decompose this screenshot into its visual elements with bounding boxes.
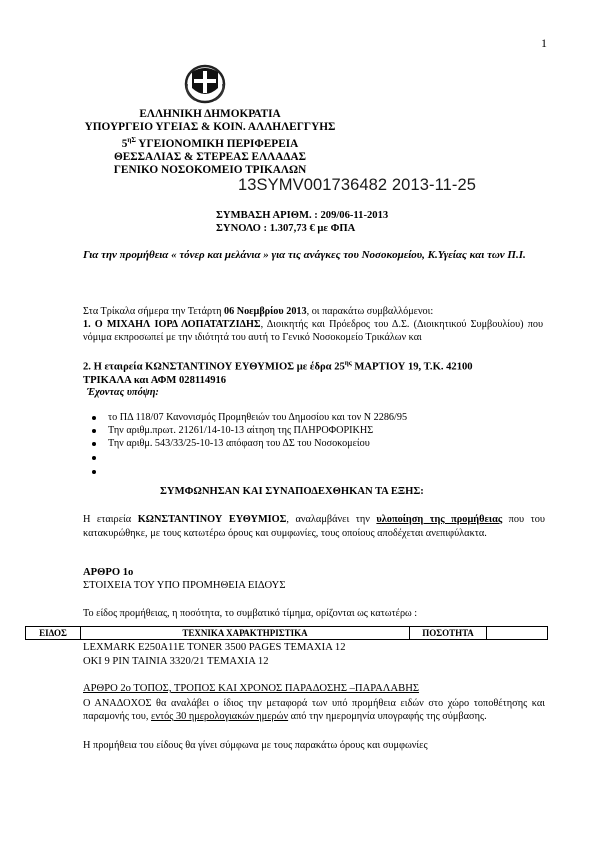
article-2-title: ΑΡΘΡΟ 2ο ΤΟΠΟΣ, ΤΡΟΠΟΣ ΚΑΙ ΧΡΟΝΟΣ ΠΑΡΑΔΟΣΗΣ –ΠΑΡΑΛΑΒΗΣ: [83, 683, 420, 694]
article-1-title: ΑΡΘΡΟ 1ο: [83, 567, 134, 578]
header-line-5: ΓΕΝΙΚΟ ΝΟΣΟΚΟΜΕΙΟ ΤΡΙΚΑΛΩΝ: [113, 163, 307, 176]
list-item: OKI 9 PIN TAINIA 3320/21 ΤΕΜΑΧΙΑ 12: [83, 656, 269, 667]
list-item: LEXMARK E250A11E TONER 3500 PAGES ΤΕΜΑΧΙΑ 12: [83, 642, 346, 653]
contract-subject: Για την προμήθεια « τόνερ και μελάνια » για τις ανάγκες του Νοσοκομείου, Κ.Υγείας και των Π.Ι.: [83, 249, 526, 261]
list-item: Την αριθμ. 543/33/25-10-13 απόφαση του ΔΣ του Νοσοκομείου: [108, 438, 370, 449]
considering-heading: Έχοντας υπόψη:: [87, 387, 159, 398]
header-line-3: $5^{\eta\Sigma}$ ΥΓΕΙΟΝΟΜΙΚΗ ΠΕΡΙΦΕΡΕΙΑ: [121, 136, 299, 150]
contractor-paragraph: Η εταιρεία ΚΩΝΣΤΑΝΤΙΝΟΥ ΕΥΘΥΜΙΟΣ, αναλαμβάνει την υλοποίηση της προμήθειας που του κατακυρώθηκε, με τους κατωτέρω όρους και συμφωνίες, τους οποίους αποδέχεται ανεπιφύλακτα.: [83, 514, 546, 539]
column-header-species: ΕΙΔΟΣ: [39, 628, 67, 638]
items-table-header: [25, 626, 548, 640]
article-1-subtitle: ΣΤΟΙΧΕΙΑ ΤΟΥ ΥΠΟ ΠΡΟΜΗΘΕΙΑ ΕΙΔΟΥΣ: [83, 580, 286, 591]
list-item: Την αριθμ.πρωτ. 21261/14-10-13 αίτηση της ΠΛΗΡΟΦΟΡΙΚΗΣ: [108, 425, 373, 436]
document-header: [60, 108, 360, 177]
column-header-specs: ΤΕΧΝΙΚΑ ΧΑΡΑΚΤΗΡΙΣΤΙΚΑ: [182, 628, 308, 638]
column-header-empty: [487, 627, 547, 639]
greek-coat-of-arms-icon: [183, 62, 227, 104]
article-2-paragraph-2: Η προμήθεια του είδους θα γίνει σύμφωνα με τους παρακάτω όρους και συμφωνίες: [83, 740, 428, 751]
list-item: το ΠΔ 118/07 Κανονισμός Προμηθειών του Δημοσίου και τον Ν 2286/95: [108, 412, 407, 423]
contract-number: ΣΥΜΒΑΣΗ ΑΡΙΘΜ. : 209/06-11-2013: [216, 210, 389, 221]
header-line-2: ΥΠΟΥΡΓΕΙΟ ΥΓΕΙΑΣ & ΚΟΙΝ. ΑΛΛΗΛΕΓΓΥΗΣ: [84, 121, 336, 133]
page-number: 1: [541, 36, 547, 50]
contract-info: [216, 209, 388, 235]
intro-line: Στα Τρίκαλα σήμερα την Τετάρτη 06 Νοεμβρίου 2013, οι παρακάτω συμβαλλόμενοι:: [83, 306, 434, 317]
article-2-paragraph: Ο ΑΝΑΔΟΧΟΣ θα αναλάβει ο ίδιος την μεταφορά των υπό προμήθεια ειδών στο χώρο τοποθέτησης και παραμονής του, εντός 30 ημερολογιακών ημερών από την ημερομηνία υπογραφής της σύμβασης.: [83, 698, 545, 722]
header-line-4: ΘΕΣΣΑΛΙΑΣ & ΣΤΕΡΕΑΣ ΕΛΛΑΔΑΣ: [113, 150, 307, 163]
article-1-intro: Το είδος προμήθειας, η ποσότητα, το συμβατικό τίμημα, ορίζονται ως κατωτέρω :: [83, 608, 418, 619]
party-2: 2. Η εταιρεία ΚΩΝΣΤΑΝΤΙΝΟΥ ΕΥΘΥΜΙΟΣ με έδρα $25^{\eta\varsigma}$ ΜΑΡΤΙΟΥ 19, Τ.Κ. 42100 ΤΡΙΚΑΛΑ και ΑΦΜ 028114916: [83, 359, 473, 386]
diavgeia-stamp: 13SYMV001736482 2013-11-25: [238, 176, 477, 194]
header-line-1: ΕΛΛΗΝΙΚΗ ΔΗΜΟΚΡΑΤΙΑ: [139, 108, 281, 120]
party-1: 1. Ο ΜΙΧΑΗΛ ΙΟΡΔ ΛΟΠΑΤΑΤΖΙΔΗΣ, Διοικητής και Πρόεδρος του Δ.Σ. (Διοικητικού Συμβουλίου) που νόμιμα εκπροσωπεί με την ιδιότητά του αυτή το Γενικό Νοσοκομείο Τρικάλων και: [83, 319, 543, 343]
agreement-heading: ΣΥΜΦΩΝΗΣΑΝ ΚΑΙ ΣΥΝΑΠΟΔΕΧΘΗΚΑΝ ΤΑ ΕΞΗΣ:: [160, 486, 424, 497]
column-header-quantity: ΠΟΣΟΤΗΤΑ: [422, 628, 474, 638]
contract-total: ΣΥΝΟΛΟ : 1.307,73 € με ΦΠΑ: [216, 223, 356, 234]
